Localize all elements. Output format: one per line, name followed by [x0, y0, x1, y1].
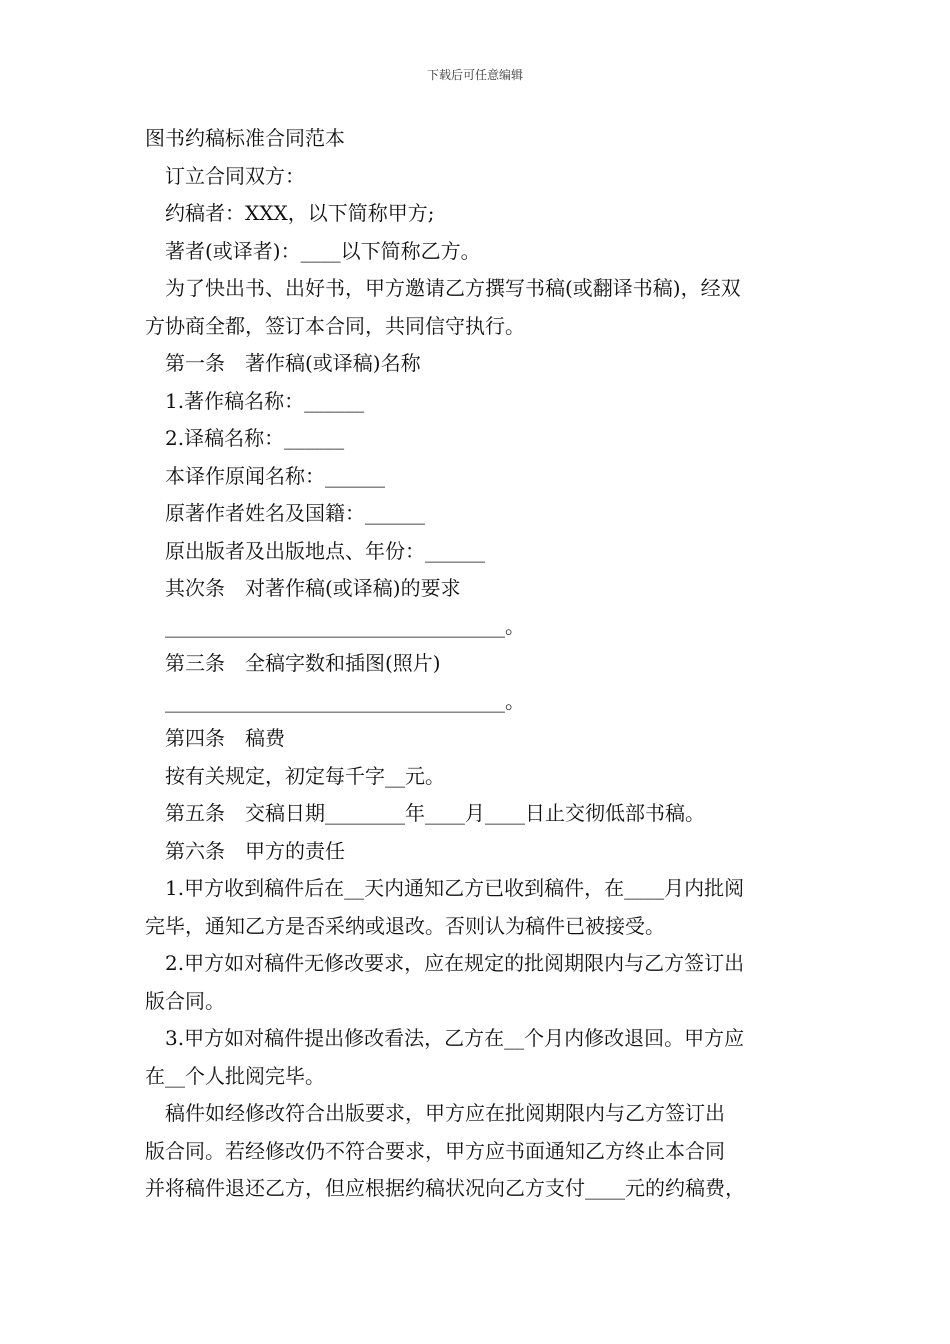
document-body: [145, 120, 815, 1208]
document-line: 著者(或译者)：____以下简称乙方。: [165, 238, 481, 263]
document-line: 3.甲方如对稿件提出修改看法，乙方在__个月内修改退回。甲方应: [165, 1026, 745, 1050]
document-line: 版合同。: [145, 988, 225, 1013]
document-line: __________________________________。: [165, 613, 525, 638]
document-line: 2.甲方如对稿件无修改要求，应在规定的批阅期限内与乙方签订出: [165, 951, 745, 975]
document-line: 第一条 著作稿(或译稿)名称: [165, 351, 421, 375]
document-line: 其次条 对著作稿(或译稿)的要求: [165, 576, 461, 600]
document-line: 方协商全都，签订本合同，共同信守执行。: [145, 313, 525, 338]
document-line: __________________________________。: [165, 688, 525, 713]
document-line: 在__个人批阅完毕。: [145, 1063, 325, 1088]
document-line: 按有关规定，初定每千字__元。: [165, 763, 445, 788]
document-line: 1.著作稿名称：______: [165, 388, 365, 413]
document-line: 原著作者姓名及国籍：______: [165, 501, 425, 525]
document-line: 2.译稿名称：______: [165, 426, 345, 450]
document-line: 约稿者：XXX，以下简称甲方;: [165, 201, 435, 225]
document-line: 第六条 甲方的责任: [165, 838, 345, 863]
document-line: 完毕，通知乙方是否采纳或退改。否则认为稿件已被接受。: [145, 913, 665, 938]
document-line: 订立合同双方：: [165, 163, 305, 188]
document-line: 版合同。若经修改仍不符合要求，甲方应书面通知乙方终止本合同: [145, 1138, 725, 1163]
document-line: 为了快出书、出好书，甲方邀请乙方撰写书稿(或翻译书稿)，经双: [165, 276, 741, 300]
document-line: 稿件如经修改符合出版要求，甲方应在批阅期限内与乙方签订出: [165, 1101, 725, 1125]
document-line: 原出版者及出版地点、年份：______: [165, 538, 485, 563]
header-note: 下载后可任意编辑: [426, 68, 523, 82]
document-line: 第三条 全稿字数和插图(照片): [165, 651, 441, 675]
document-line: 本译作原闻名称：______: [165, 463, 385, 488]
document-line: 第五条 交稿日期________年____月____日止交彻低部书稿。: [165, 801, 705, 825]
document-title: 图书约稿标准合同范本: [145, 126, 345, 150]
document-line: 并将稿件退还乙方，但应根据约稿状况向乙方支付____元的约稿费，: [145, 1176, 745, 1200]
document-line: 第四条 稿费: [165, 726, 285, 750]
document-line: 1.甲方收到稿件后在__天内通知乙方已收到稿件，在____月内批阅: [165, 876, 745, 900]
